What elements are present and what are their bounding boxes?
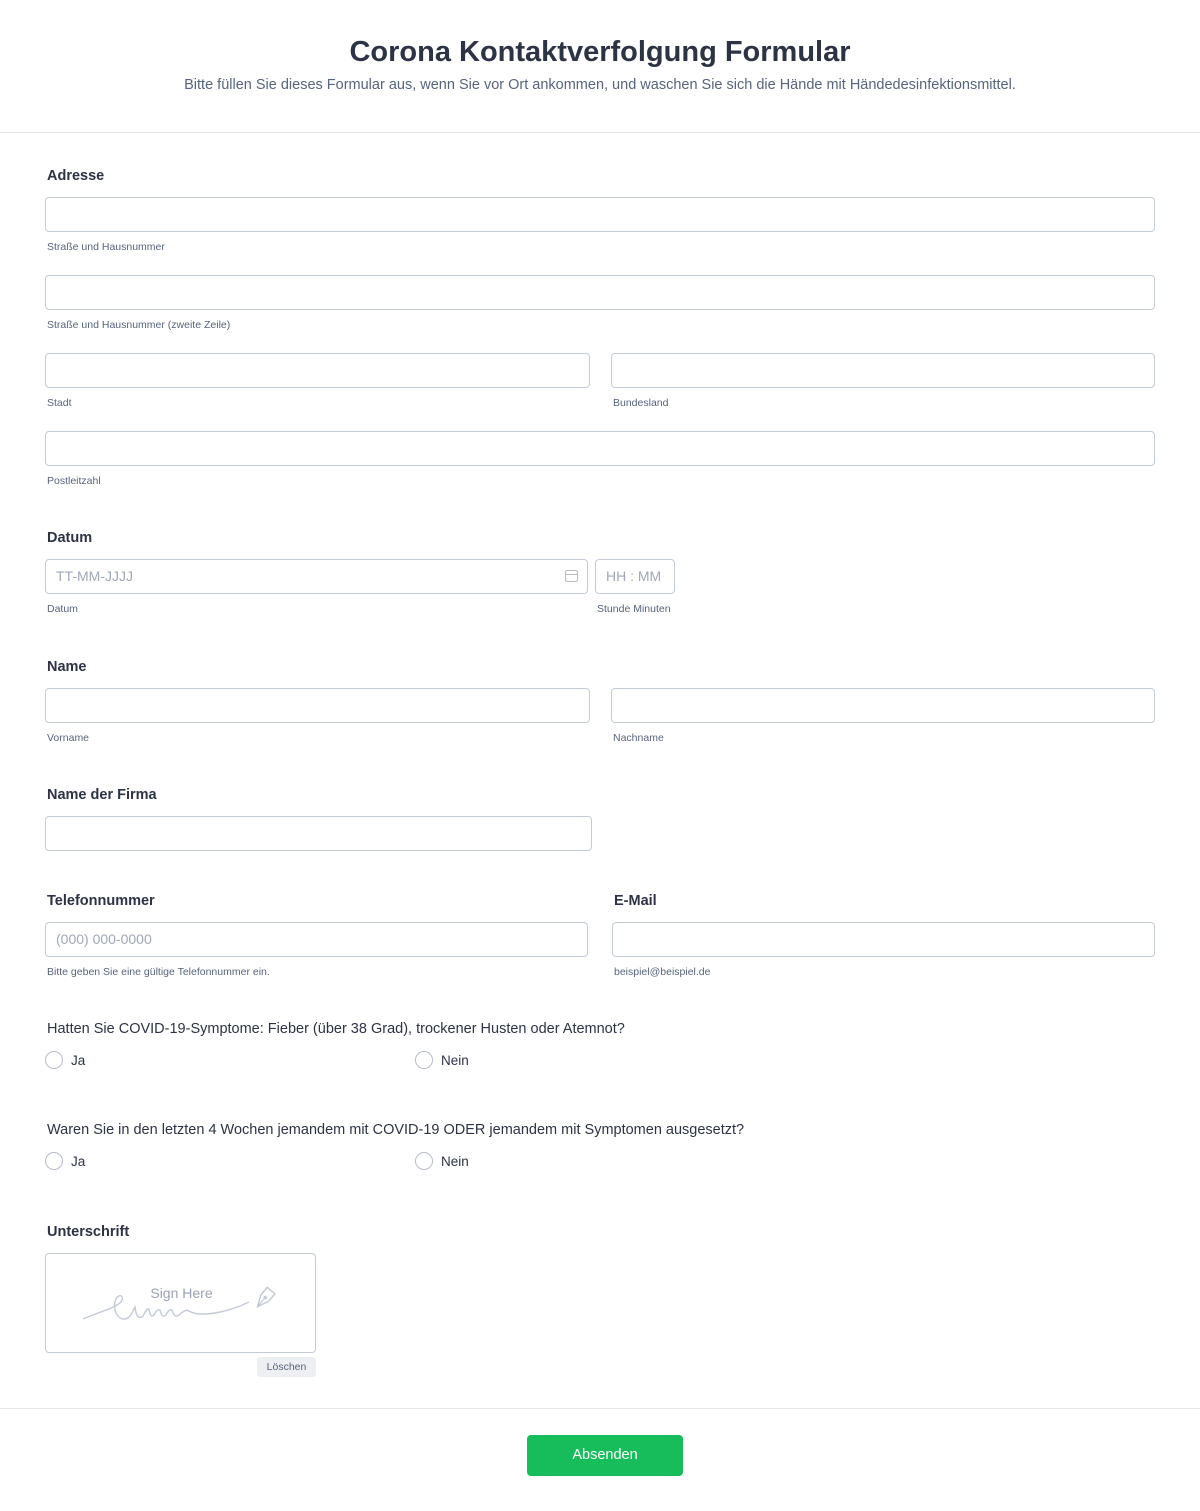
city-input[interactable] [45,353,590,388]
phone-placeholder: (000) 000-0000 [56,931,152,947]
question2-label: Waren Sie in den letzten 4 Wochen jemandem mit COVID-19 ODER jemandem mit Symptomen ausgesetzt? [47,1122,745,1138]
time-input[interactable] [595,559,675,594]
street2-sublabel: Straße und Hausnummer (zweite Zeile) [47,319,231,331]
last-name-input[interactable] [611,688,1155,723]
radio-circle[interactable] [415,1051,433,1069]
date-placeholder: TT-MM-JJJJ [56,568,133,584]
page-title: Corona Kontaktverfolgung Formular [349,36,851,68]
radio-label: Nein [441,1052,469,1068]
address-label: Adresse [47,168,105,184]
radio-label: Nein [441,1153,469,1169]
phone-input[interactable] [45,922,588,957]
street-sublabel: Straße und Hausnummer [47,241,165,253]
company-label: Name der Firma [47,787,157,803]
signature-pad[interactable] [45,1253,316,1353]
radio-label: Ja [71,1052,86,1068]
question1-option-nein[interactable] [415,1050,469,1070]
email-sublabel: beispiel@beispiel.de [614,966,711,978]
pen-nib-icon [250,1285,278,1313]
date-input[interactable] [45,559,588,594]
form-header [0,0,1200,133]
company-input[interactable] [45,816,592,851]
first-name-input[interactable] [45,688,590,723]
calendar-icon[interactable] [565,570,578,582]
question2-option-ja[interactable] [45,1151,85,1171]
state-input[interactable] [611,353,1155,388]
submit-button[interactable]: Absenden [527,1435,683,1476]
time-placeholder: HH : MM [606,568,662,584]
email-label: E-Mail [614,893,657,909]
city-sublabel: Stadt [47,397,72,409]
zip-sublabel: Postleitzahl [47,475,101,487]
signature-squiggle-icon [79,1282,279,1330]
signature-label: Unterschrift [47,1224,130,1240]
radio-label: Ja [71,1153,86,1169]
email-input[interactable] [612,922,1155,957]
street2-input[interactable] [45,275,1155,310]
street-input[interactable] [45,197,1155,232]
date-sublabel: Datum [47,603,78,615]
phone-label: Telefonnummer [47,893,155,909]
phone-sublabel: Bitte geben Sie eine gültige Telefonnummer ein. [47,966,270,978]
radio-circle[interactable] [45,1152,63,1170]
question1-option-ja[interactable] [45,1050,85,1070]
time-sublabel: Stunde Minuten [597,603,671,615]
last-name-sublabel: Nachname [613,732,664,744]
page-subtitle: Bitte füllen Sie dieses Formular aus, wenn Sie vor Ort ankommen, und waschen Sie sich die Hände mit Händedesinfektionsmittel. [184,77,1016,93]
zip-input[interactable] [45,431,1155,466]
radio-circle[interactable] [415,1152,433,1170]
signature-hint: Sign Here [150,1285,213,1301]
date-label: Datum [47,530,93,546]
name-label: Name [47,659,87,675]
question2-option-nein[interactable] [415,1151,469,1171]
radio-circle[interactable] [45,1051,63,1069]
question1-label: Hatten Sie COVID-19-Symptome: Fieber (über 38 Grad), trockener Husten oder Atemnot? [47,1021,625,1037]
first-name-sublabel: Vorname [47,732,90,744]
clear-signature-button[interactable]: Löschen [257,1357,316,1377]
state-sublabel: Bundesland [613,397,669,409]
